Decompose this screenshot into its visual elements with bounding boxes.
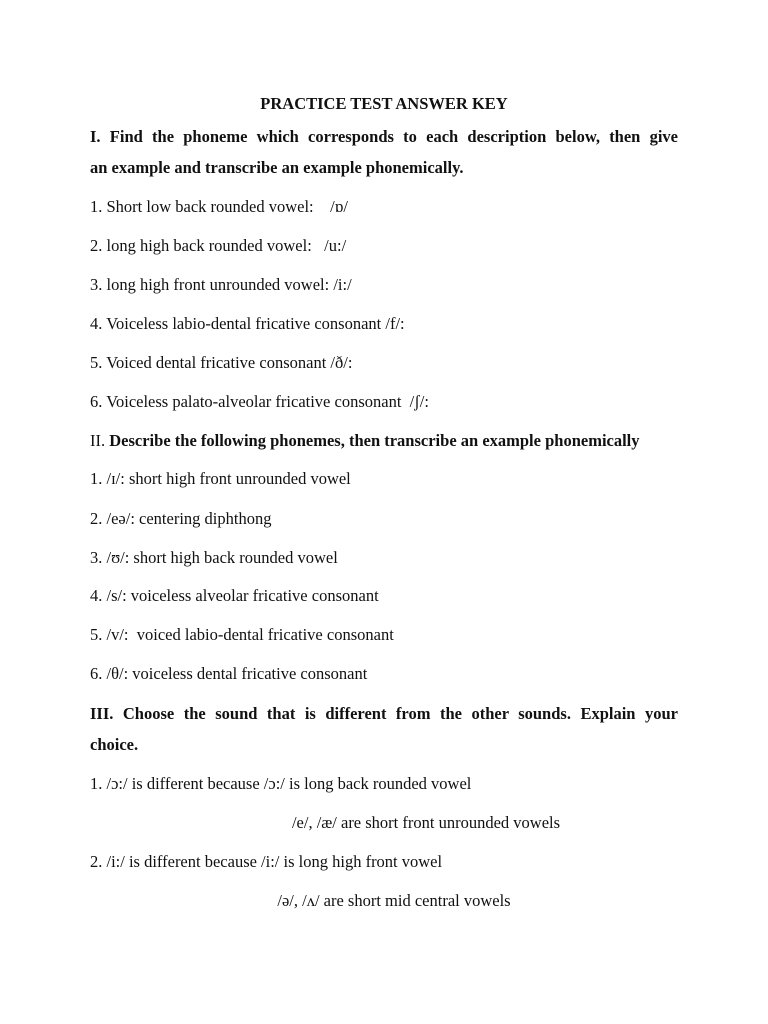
section-3-item-2-explanation: /ə/, /ʌ/ are short mid central vowels: [277, 891, 511, 910]
section-1-item-1: 1. Short low back rounded vowel: /ɒ/: [90, 197, 348, 216]
section-2-numeral: II.: [90, 431, 106, 450]
page-title: PRACTICE TEST ANSWER KEY: [260, 94, 508, 113]
section-1-item-4: 4. Voiceless labio-dental fricative consonant /f/:: [90, 314, 405, 333]
section-2-heading-text: Describe the following phonemes, then transcribe an example phonemically: [109, 431, 640, 450]
section-1-item-3: 3. long high front unrounded vowel: /i:/: [90, 275, 352, 294]
section-3-item-1-explanation: /e/, /æ/ are short front unrounded vowels: [291, 813, 561, 832]
section-2-item-4: 4. /s/: voiceless alveolar fricative consonant: [90, 586, 379, 605]
section-3-heading-line-2: choice.: [90, 735, 139, 754]
section-2-item-1: 1. /ɪ/: short high front unrounded vowel: [90, 469, 351, 488]
section-1-item-2: 2. long high back rounded vowel: /u:/: [90, 236, 347, 255]
section-3-item-1: 1. /ɔ:/ is different because /ɔ:/ is long back rounded vowel: [90, 774, 472, 793]
section-2-item-5: 5. /v/: voiced labio-dental fricative consonant: [90, 625, 394, 644]
section-2-item-3: 3. /ʊ/: short high back rounded vowel: [90, 548, 338, 567]
section-1-item-5: 5. Voiced dental fricative consonant /ð/:: [90, 353, 353, 372]
section-1-heading-line-2: an example and transcribe an example phonemically.: [90, 158, 464, 177]
section-1-heading-line-1: I. Find the phoneme which corresponds to each description below, then give: [90, 127, 678, 146]
section-2-item-6: 6. /θ/: voiceless dental fricative consonant: [90, 664, 368, 683]
section-2-item-2: 2. /eə/: centering diphthong: [90, 509, 272, 528]
section-1-item-6: 6. Voiceless palato-alveolar fricative consonant /ʃ/:: [90, 392, 429, 411]
section-2-heading: [90, 431, 678, 451]
section-3-item-2: 2. /i:/ is different because /i:/ is long high front vowel: [90, 852, 443, 871]
section-3-heading-line-1: III. Choose the sound that is different from the other sounds. Explain your: [90, 704, 678, 723]
